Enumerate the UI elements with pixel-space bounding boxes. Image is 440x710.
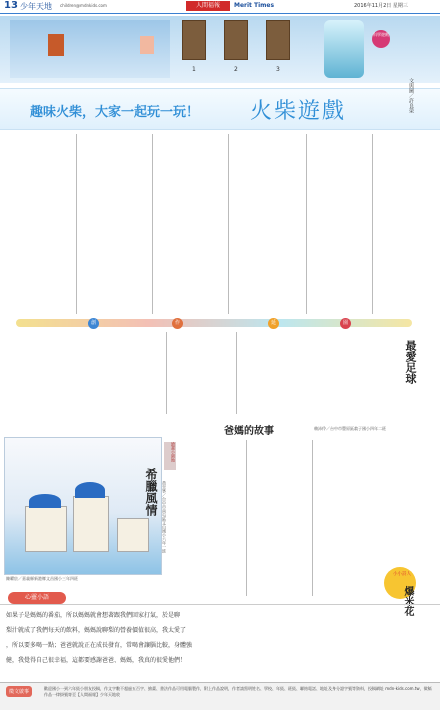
garden-icon: 園 — [340, 318, 351, 329]
greek-author: 黃至箏／台中市南屯區文山國小六年一班 — [162, 481, 167, 553]
section-ribbon — [16, 319, 412, 327]
story-title: 爸媽的故事 — [224, 426, 274, 437]
painting-house — [117, 518, 149, 552]
submission-text: 歡迎國小一到六年級小朋友投稿，作文字數不超過五百字、繪畫、書法作品可用電腦製作，附上作品說明，作者請寫明姓名、學校、年級、班級、聯絡電話、地址及身分證字號等資料，投稿網址 mdn-kids.com.tw，徵稿作品一律掛號寄至【人間福報】少年天地收 — [44, 686, 432, 697]
hands-photo — [10, 20, 170, 78]
painting-house — [73, 496, 109, 552]
essay-line: ，所以要多喝一點；爸爸就說正在成長發育，常喝會讓腦比較，身體強 — [6, 642, 193, 649]
section-url: children@mdnkids.com — [60, 3, 107, 8]
submission-label: 徵文啟事 — [6, 686, 32, 697]
water-bottle-photo — [324, 20, 364, 78]
hand-photo — [140, 36, 154, 54]
extend-icon: 延 — [268, 318, 279, 329]
favorite-title: 最愛足球 — [404, 340, 417, 384]
newspaper-logo-en: Merit Times — [234, 2, 275, 9]
poet-badge-label: 小小詩人 — [393, 572, 411, 577]
create-icon: 創 — [88, 318, 99, 329]
column-divider — [312, 440, 313, 596]
card-number-2: 2 — [234, 66, 238, 73]
page-number: 13 — [4, 0, 18, 11]
essay-line: 如果子是媽媽的番茄，所以媽媽就會想著跟我們回家打氣，於是聊 — [6, 612, 181, 619]
column-divider — [76, 134, 77, 314]
issue-date: 2016年11月2日 星期三 — [354, 3, 408, 9]
greek-title: 希臘風情 — [144, 468, 158, 516]
painting-dome — [75, 482, 105, 498]
greek-painting — [4, 437, 162, 575]
matchbox-photo — [48, 34, 64, 56]
match-card-1 — [182, 20, 206, 60]
match-card-3 — [266, 20, 290, 60]
column-divider — [372, 134, 373, 314]
column-divider — [246, 440, 247, 596]
card-number-3: 3 — [276, 66, 280, 73]
painting-caption: 陳曜宸／嘉義縣新港鄉文昌國小三年四班 — [6, 576, 78, 581]
section-title: 少年天地 — [20, 2, 52, 11]
feature-title: 趣味火柴，大家一起玩一玩！ — [30, 105, 200, 120]
painting-dome — [29, 494, 61, 508]
science-game-badge: 科學遊戲 — [372, 30, 390, 48]
column-divider — [306, 134, 307, 314]
essay-heading: 心靈小語 — [8, 592, 66, 604]
feature-article-body — [6, 134, 436, 314]
story-byline: 賴沛伶／台中市豐原區翁子國小四年二班 — [314, 426, 386, 431]
work-icon: 作 — [172, 318, 183, 329]
match-card-sequence — [182, 20, 302, 73]
essay-line: 健，我覺得自己很幸福，這都要感謝爸爸、媽媽，我真的很愛他們！ — [6, 657, 187, 664]
essay-line: 梨汁就成了我們每天的飲料，媽媽說聊梨的營養價值很高，我太愛了 — [6, 627, 187, 634]
newspaper-logo: 人間福報 — [186, 1, 230, 11]
essay-section — [0, 604, 440, 681]
feature-title-hand: 火柴遊戲 — [250, 99, 347, 124]
column-divider — [236, 332, 237, 414]
card-number-1: 1 — [192, 66, 196, 73]
story-body — [182, 440, 382, 596]
column-divider — [228, 134, 229, 314]
column-divider — [152, 134, 153, 314]
feature-byline: 文與圖／許良榮 — [408, 78, 414, 113]
greek-tag: 繪畫小園地 — [164, 442, 176, 470]
column-divider — [166, 332, 167, 414]
poem-title: 爆米花 — [402, 586, 413, 616]
match-card-2 — [224, 20, 248, 60]
feature-photo-strip — [0, 16, 440, 83]
mid-article-body — [6, 332, 386, 414]
painting-house — [25, 506, 67, 552]
